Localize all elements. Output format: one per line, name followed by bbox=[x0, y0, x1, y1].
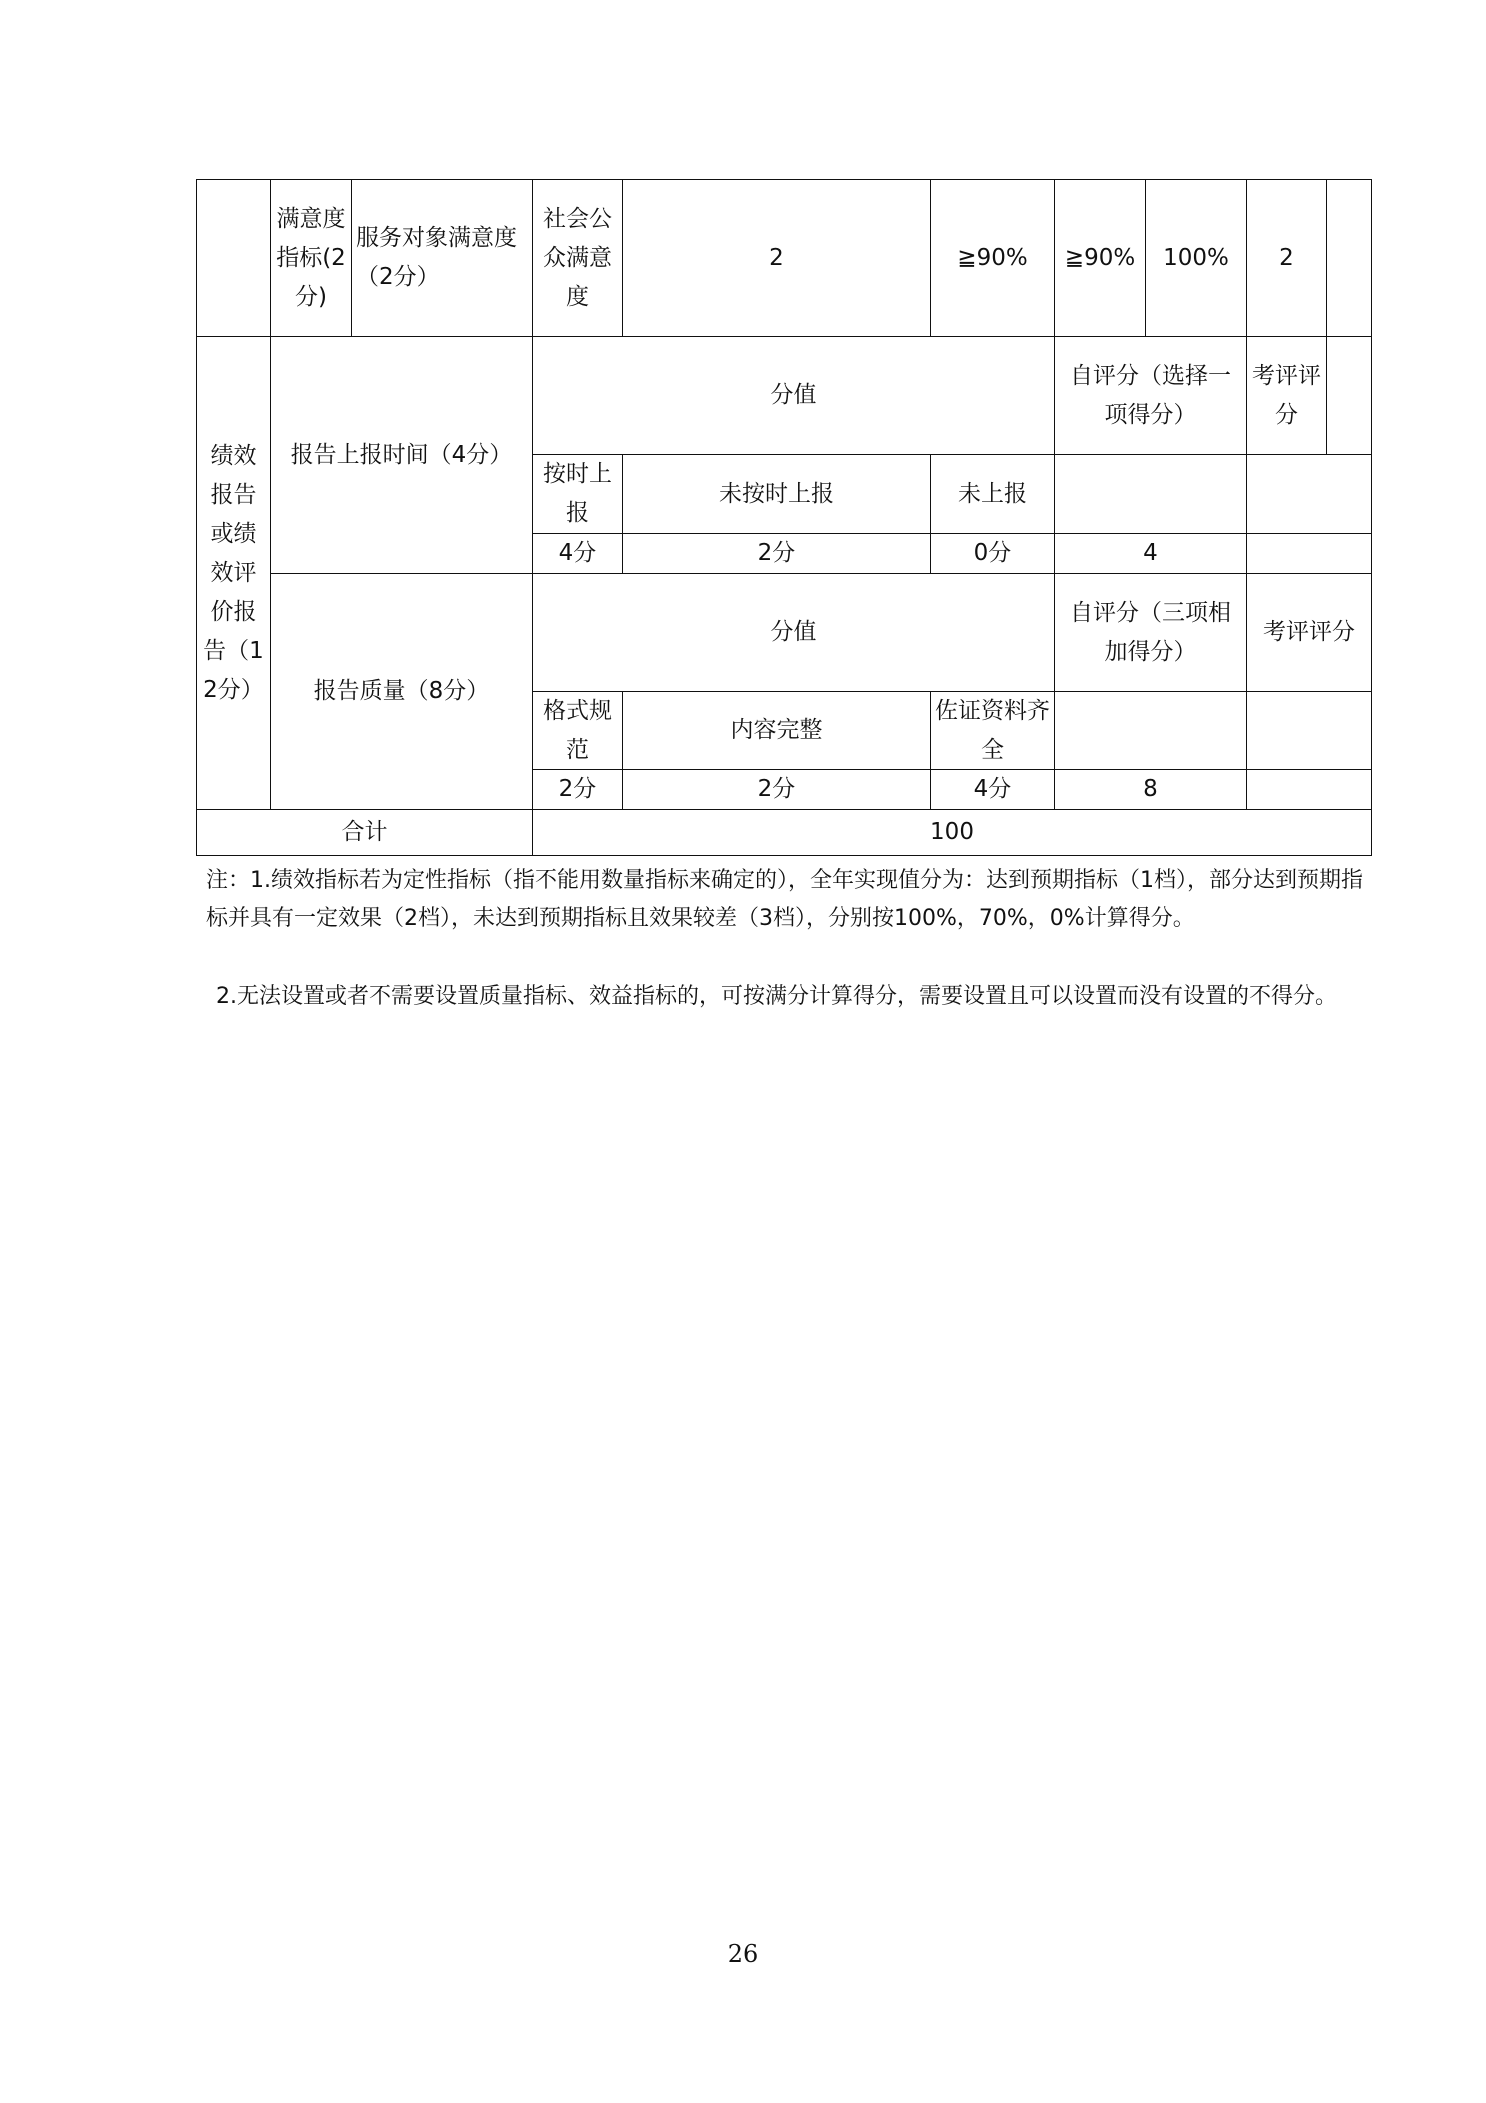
timing-value-ontime-cell bbox=[532, 533, 623, 574]
quality-option-format-cell bbox=[532, 691, 623, 770]
timing-self-score: 4 bbox=[1143, 540, 1158, 566]
satisfaction-weight: 2 bbox=[769, 244, 784, 271]
satisfaction-completion-cell bbox=[1145, 179, 1247, 337]
quality-value-evidence: 4分 bbox=[973, 776, 1012, 802]
satisfaction-actual: ≧90% bbox=[1064, 244, 1136, 271]
quality-self-blank-cell bbox=[1054, 691, 1247, 770]
timing-option-late-cell bbox=[622, 454, 931, 534]
satisfaction-indicator: 服务对象满意度（2分） bbox=[356, 225, 517, 290]
timing-score-header-cell bbox=[532, 336, 1055, 455]
total-value: 100 bbox=[930, 819, 974, 845]
satisfaction-measure: 社会公众满意度 bbox=[543, 205, 612, 310]
timing-review-header-cell bbox=[1246, 336, 1327, 455]
total-label-cell bbox=[196, 809, 533, 856]
timing-value-ontime: 4分 bbox=[558, 540, 597, 566]
note-2 bbox=[206, 978, 1366, 1016]
note-1 bbox=[206, 862, 1366, 938]
satisfaction-extra-cell bbox=[1326, 179, 1372, 337]
quality-value-format: 2分 bbox=[558, 776, 597, 802]
note-2-text: 2.无法设置或者不需要设置质量指标、效益指标的，可按满分计算得分，需要设置且可以设置而没有设置的不得分。 bbox=[216, 984, 1337, 1009]
satisfaction-score: 2 bbox=[1279, 244, 1294, 271]
quality-label-cell bbox=[270, 573, 533, 810]
quality-self-header-cell bbox=[1054, 573, 1247, 692]
timing-self-header-cell bbox=[1054, 336, 1247, 455]
page-number: 26 bbox=[727, 1940, 759, 1968]
satisfaction-score-cell bbox=[1246, 179, 1327, 337]
satisfaction-subcategory: 满意度指标(2分) bbox=[276, 205, 346, 310]
timing-value-late-cell bbox=[622, 533, 931, 574]
quality-self-header: 自评分（三项相加得分） bbox=[1070, 599, 1231, 665]
timing-label: 报告上报时间（4分） bbox=[290, 441, 513, 468]
timing-value-none-cell bbox=[930, 533, 1055, 574]
timing-option-none-cell bbox=[930, 454, 1055, 534]
quality-option-content: 内容完整 bbox=[730, 717, 823, 743]
timing-label-cell bbox=[270, 336, 533, 574]
timing-value-late: 2分 bbox=[757, 540, 796, 566]
satisfaction-target-cell bbox=[930, 179, 1055, 337]
timing-option-ontime: 按时上报 bbox=[543, 461, 612, 526]
quality-option-evidence: 佐证资料齐全 bbox=[935, 697, 1050, 763]
satisfaction-subcategory-cell bbox=[270, 179, 352, 337]
timing-option-ontime-cell bbox=[532, 454, 623, 534]
timing-option-none: 未上报 bbox=[958, 480, 1027, 507]
quality-value-format-cell bbox=[532, 769, 623, 810]
timing-self-blank-cell bbox=[1054, 454, 1247, 534]
total-label: 合计 bbox=[341, 819, 388, 845]
blank-category-cell bbox=[196, 179, 271, 337]
timing-review-blank-cell bbox=[1246, 454, 1372, 534]
timing-score-header: 分值 bbox=[770, 382, 817, 408]
satisfaction-indicator-cell bbox=[351, 179, 533, 337]
report-category-cell bbox=[196, 336, 271, 810]
quality-value-content-cell bbox=[622, 769, 931, 810]
quality-value-evidence-cell bbox=[930, 769, 1055, 810]
quality-option-format: 格式规范 bbox=[543, 697, 612, 763]
quality-option-evidence-cell bbox=[930, 691, 1055, 770]
quality-review-header-cell bbox=[1246, 573, 1372, 692]
quality-score-header-cell bbox=[532, 573, 1055, 692]
quality-value-content: 2分 bbox=[757, 776, 796, 802]
satisfaction-completion: 100% bbox=[1163, 244, 1229, 271]
timing-option-late: 未按时上报 bbox=[719, 480, 834, 507]
report-category: 绩效报告或绩效评价报告（12分） bbox=[203, 442, 264, 703]
timing-self-score-cell bbox=[1054, 533, 1247, 574]
satisfaction-weight-cell bbox=[622, 179, 931, 337]
satisfaction-target: ≧90% bbox=[957, 244, 1028, 271]
quality-review-blank-cell bbox=[1246, 691, 1372, 770]
timing-self-header: 自评分（选择一项得分） bbox=[1070, 362, 1231, 428]
total-value-cell bbox=[532, 809, 1372, 856]
quality-self-score-cell bbox=[1054, 769, 1247, 810]
quality-score-header: 分值 bbox=[770, 619, 817, 645]
satisfaction-measure-cell bbox=[532, 179, 623, 337]
note-1-text: 注：1.绩效指标若为定性指标（指不能用数量指标来确定的），全年实现值分为：达到预期指标（1档），部分达到预期指标并具有一定效果（2档），未达到预期指标且效果较差（3档），分别按100%，70%，0%计算得分。 bbox=[206, 868, 1363, 931]
quality-review-score-cell bbox=[1246, 769, 1372, 810]
quality-label: 报告质量（8分） bbox=[313, 678, 490, 704]
quality-option-content-cell bbox=[622, 691, 931, 770]
timing-extra-cell bbox=[1326, 336, 1372, 455]
timing-review-header: 考评评分 bbox=[1252, 362, 1321, 428]
satisfaction-actual-cell bbox=[1054, 179, 1146, 337]
timing-review-score-cell bbox=[1246, 533, 1372, 574]
quality-review-header: 考评评分 bbox=[1263, 619, 1355, 645]
quality-self-score: 8 bbox=[1143, 776, 1158, 802]
timing-value-none: 0分 bbox=[973, 540, 1012, 566]
